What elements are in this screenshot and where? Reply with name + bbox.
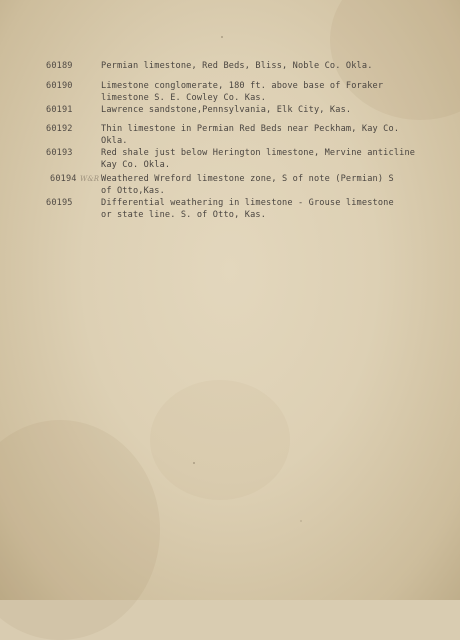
description-line: Lawrence sandstone,Pennsylvania, Elk City, Kas. [101,105,352,115]
specimen-description [101,123,399,147]
handwritten-mark: W&R [80,175,100,183]
specimen-number: 60195 [46,198,73,208]
description-line: Kay Co. Okla. [101,160,171,170]
specimen-description [101,80,383,104]
specimen-number: 60192 [46,124,73,134]
description-line: or state line. S. of Otto, Kas. [101,210,267,220]
paper-speck [193,462,195,464]
description-line: Limestone conglomerate, 180 ft. above base of Foraker [101,81,384,91]
specimen-description [101,60,373,72]
description-line: Okla. [101,136,128,146]
description-line: Differential weathering in limestone - Grouse limestone [101,198,394,208]
specimen-description [101,104,351,116]
description-line: Permian limestone, Red Beds, Bliss, Noble Co. Okla. [101,61,373,71]
description-line: of Otto,Kas. [101,186,165,196]
specimen-number: 60189 [46,61,73,71]
specimen-description [101,197,394,221]
paper-speck [300,520,302,522]
specimen-number: 60190 [46,81,73,91]
description-line: Red shale just below Herington limestone, Mervine anticline [101,148,416,158]
specimen-number: 60193 [46,148,73,158]
specimen-description [101,173,394,197]
specimen-description [101,147,415,171]
specimen-number: 60194 [50,174,77,184]
paper-speck [221,36,223,38]
description-line: Thin limestone in Permian Red Beds near Peckham, Kay Co. [101,124,400,134]
description-line: Weathered Wreford limestone zone, S of note (Permian) S [101,174,394,184]
description-line: limestone S. E. Cowley Co. Kas. [101,93,267,103]
specimen-number: 60191 [46,105,73,115]
